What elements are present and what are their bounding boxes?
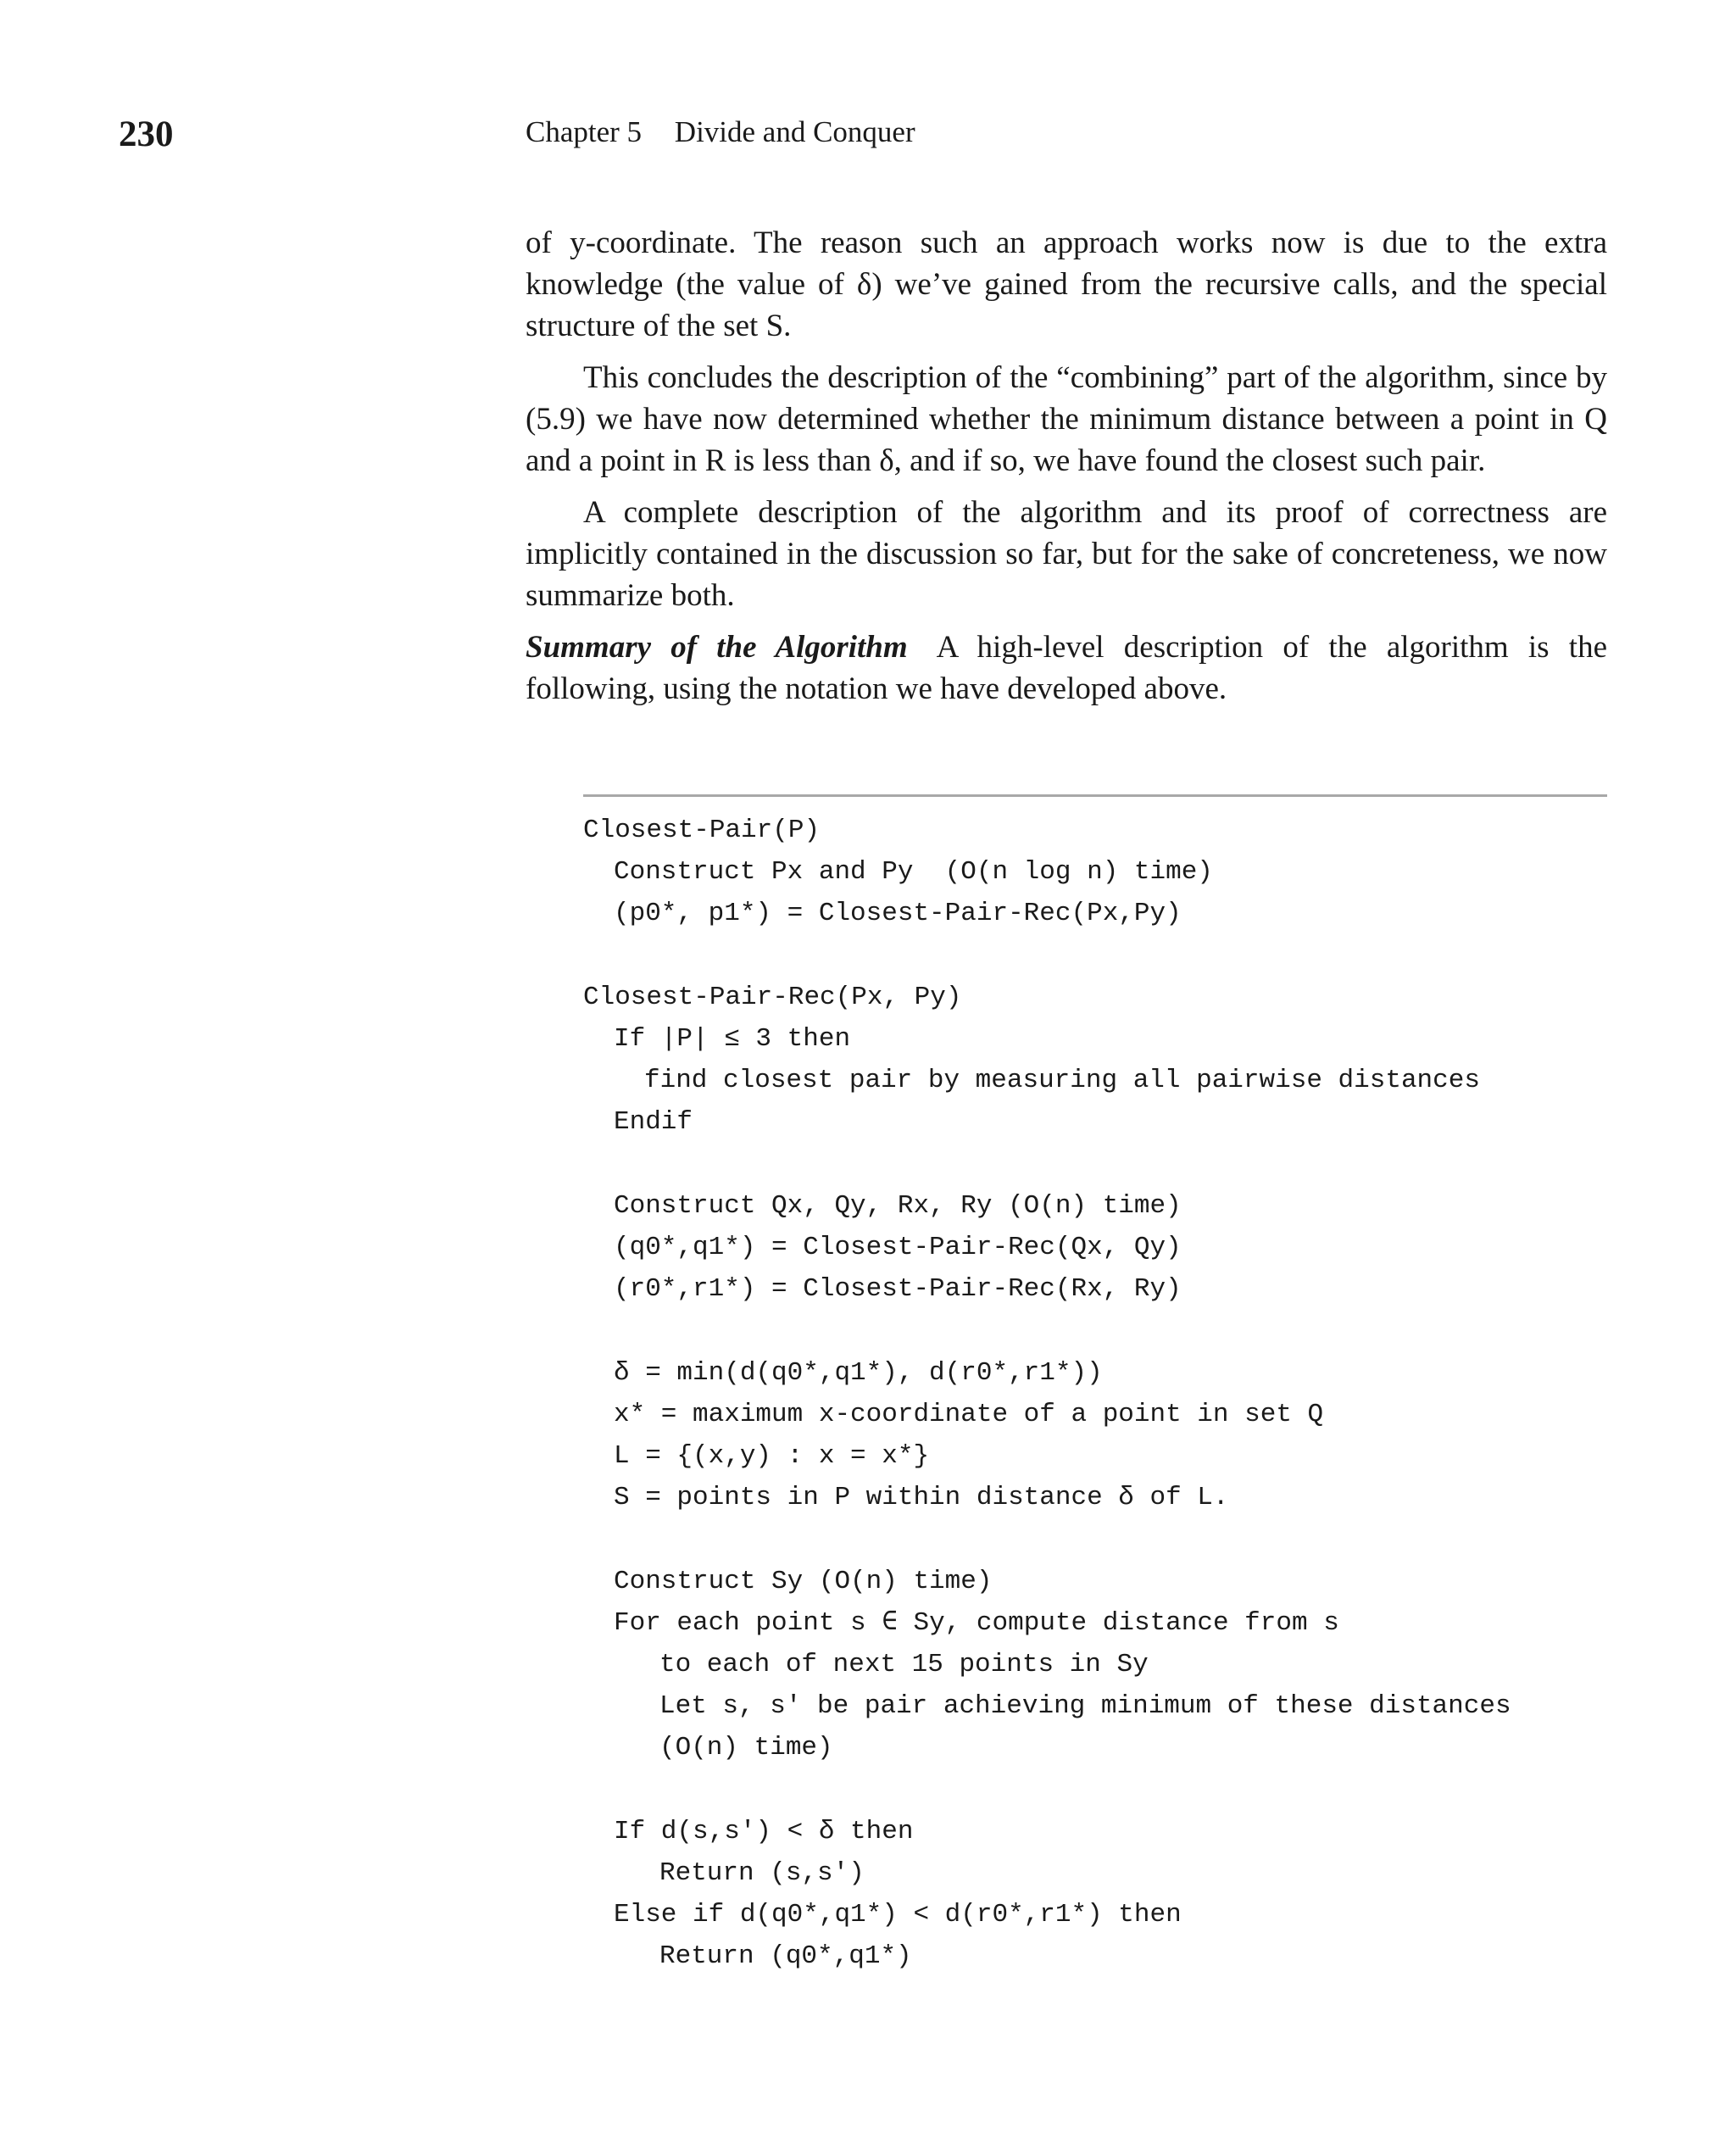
code-line: δ = min(d(q0*,q1*), d(r0*,r1*)) <box>614 1358 1103 1388</box>
code-line: L = {(x,y) : x = x*} <box>614 1441 930 1471</box>
code-line: Construct Qx, Qy, Rx, Ry (O(n) time) <box>614 1191 1182 1221</box>
code-line: find closest pair by measuring all pairwise distances <box>644 1066 1480 1095</box>
code-line: For each point s ∈ Sy, compute distance from s <box>614 1608 1339 1638</box>
code-line: Endif <box>614 1107 693 1137</box>
summary-paragraph <box>526 626 1607 710</box>
code-line: Closest-Pair(P) <box>583 816 821 845</box>
algorithm-rule <box>583 794 1607 797</box>
chapter-label: Chapter 5 <box>526 115 643 148</box>
code-line: (r0*,r1*) = Closest-Pair-Rec(Rx, Ry) <box>614 1274 1182 1304</box>
summary-text: A high-level description of the algorithm is the following, using the notation we have developed above. <box>526 630 1607 706</box>
paragraph: A complete description of the algorithm and its proof of correctness are implicitly contained in the discussion so far, but for the sake of concreteness, we now summarize both. <box>526 495 1607 613</box>
code-line: If |P| ≤ 3 then <box>614 1024 851 1054</box>
code-line: (q0*,q1*) = Closest-Pair-Rec(Qx, Qy) <box>614 1233 1182 1262</box>
code-line: x* = maximum x-coordinate of a point in set Q <box>614 1400 1324 1429</box>
code-line: Construct Sy (O(n) time) <box>614 1567 993 1596</box>
chapter-title: Divide and Conquer <box>674 115 915 148</box>
code-line: If d(s,s′) < δ then <box>614 1817 914 1846</box>
code-line: Return (s,s′) <box>659 1858 865 1888</box>
code-line: Return (q0*,q1*) <box>659 1941 912 1971</box>
summary-heading: Summary of the Algorithm <box>526 630 908 665</box>
code-line: Closest-Pair-Rec(Px, Py) <box>583 983 962 1012</box>
page-number: 230 <box>119 114 174 154</box>
code-line: S = points in P within distance δ of L. <box>614 1483 1229 1512</box>
paragraph: of y-coordinate. The reason such an approach works now is due to the extra knowledge (the value of δ) we’ve gained from the recursive calls, and the special structure of the set S. <box>526 226 1607 343</box>
code-line: (O(n) time) <box>659 1733 833 1763</box>
code-line: Let s, s′ be pair achieving minimum of these distances <box>659 1691 1511 1721</box>
code-line: Else if d(q0*,q1*) < d(r0*,r1*) then <box>614 1900 1182 1930</box>
running-head <box>526 115 915 149</box>
code-line: to each of next 15 points in Sy <box>659 1650 1149 1679</box>
paragraph: This concludes the description of the “combining” part of the algorithm, since by (5.9) we have now determined whether the minimum distance between a point in Q and a point in R is less than δ, and if so, we have found the closest such pair. <box>526 360 1607 478</box>
code-line: Construct Px and Py (O(n log n) time) <box>614 857 1213 887</box>
code-line: (p0*, p1*) = Closest-Pair-Rec(Px,Py) <box>614 899 1182 928</box>
body-text <box>526 222 1607 720</box>
